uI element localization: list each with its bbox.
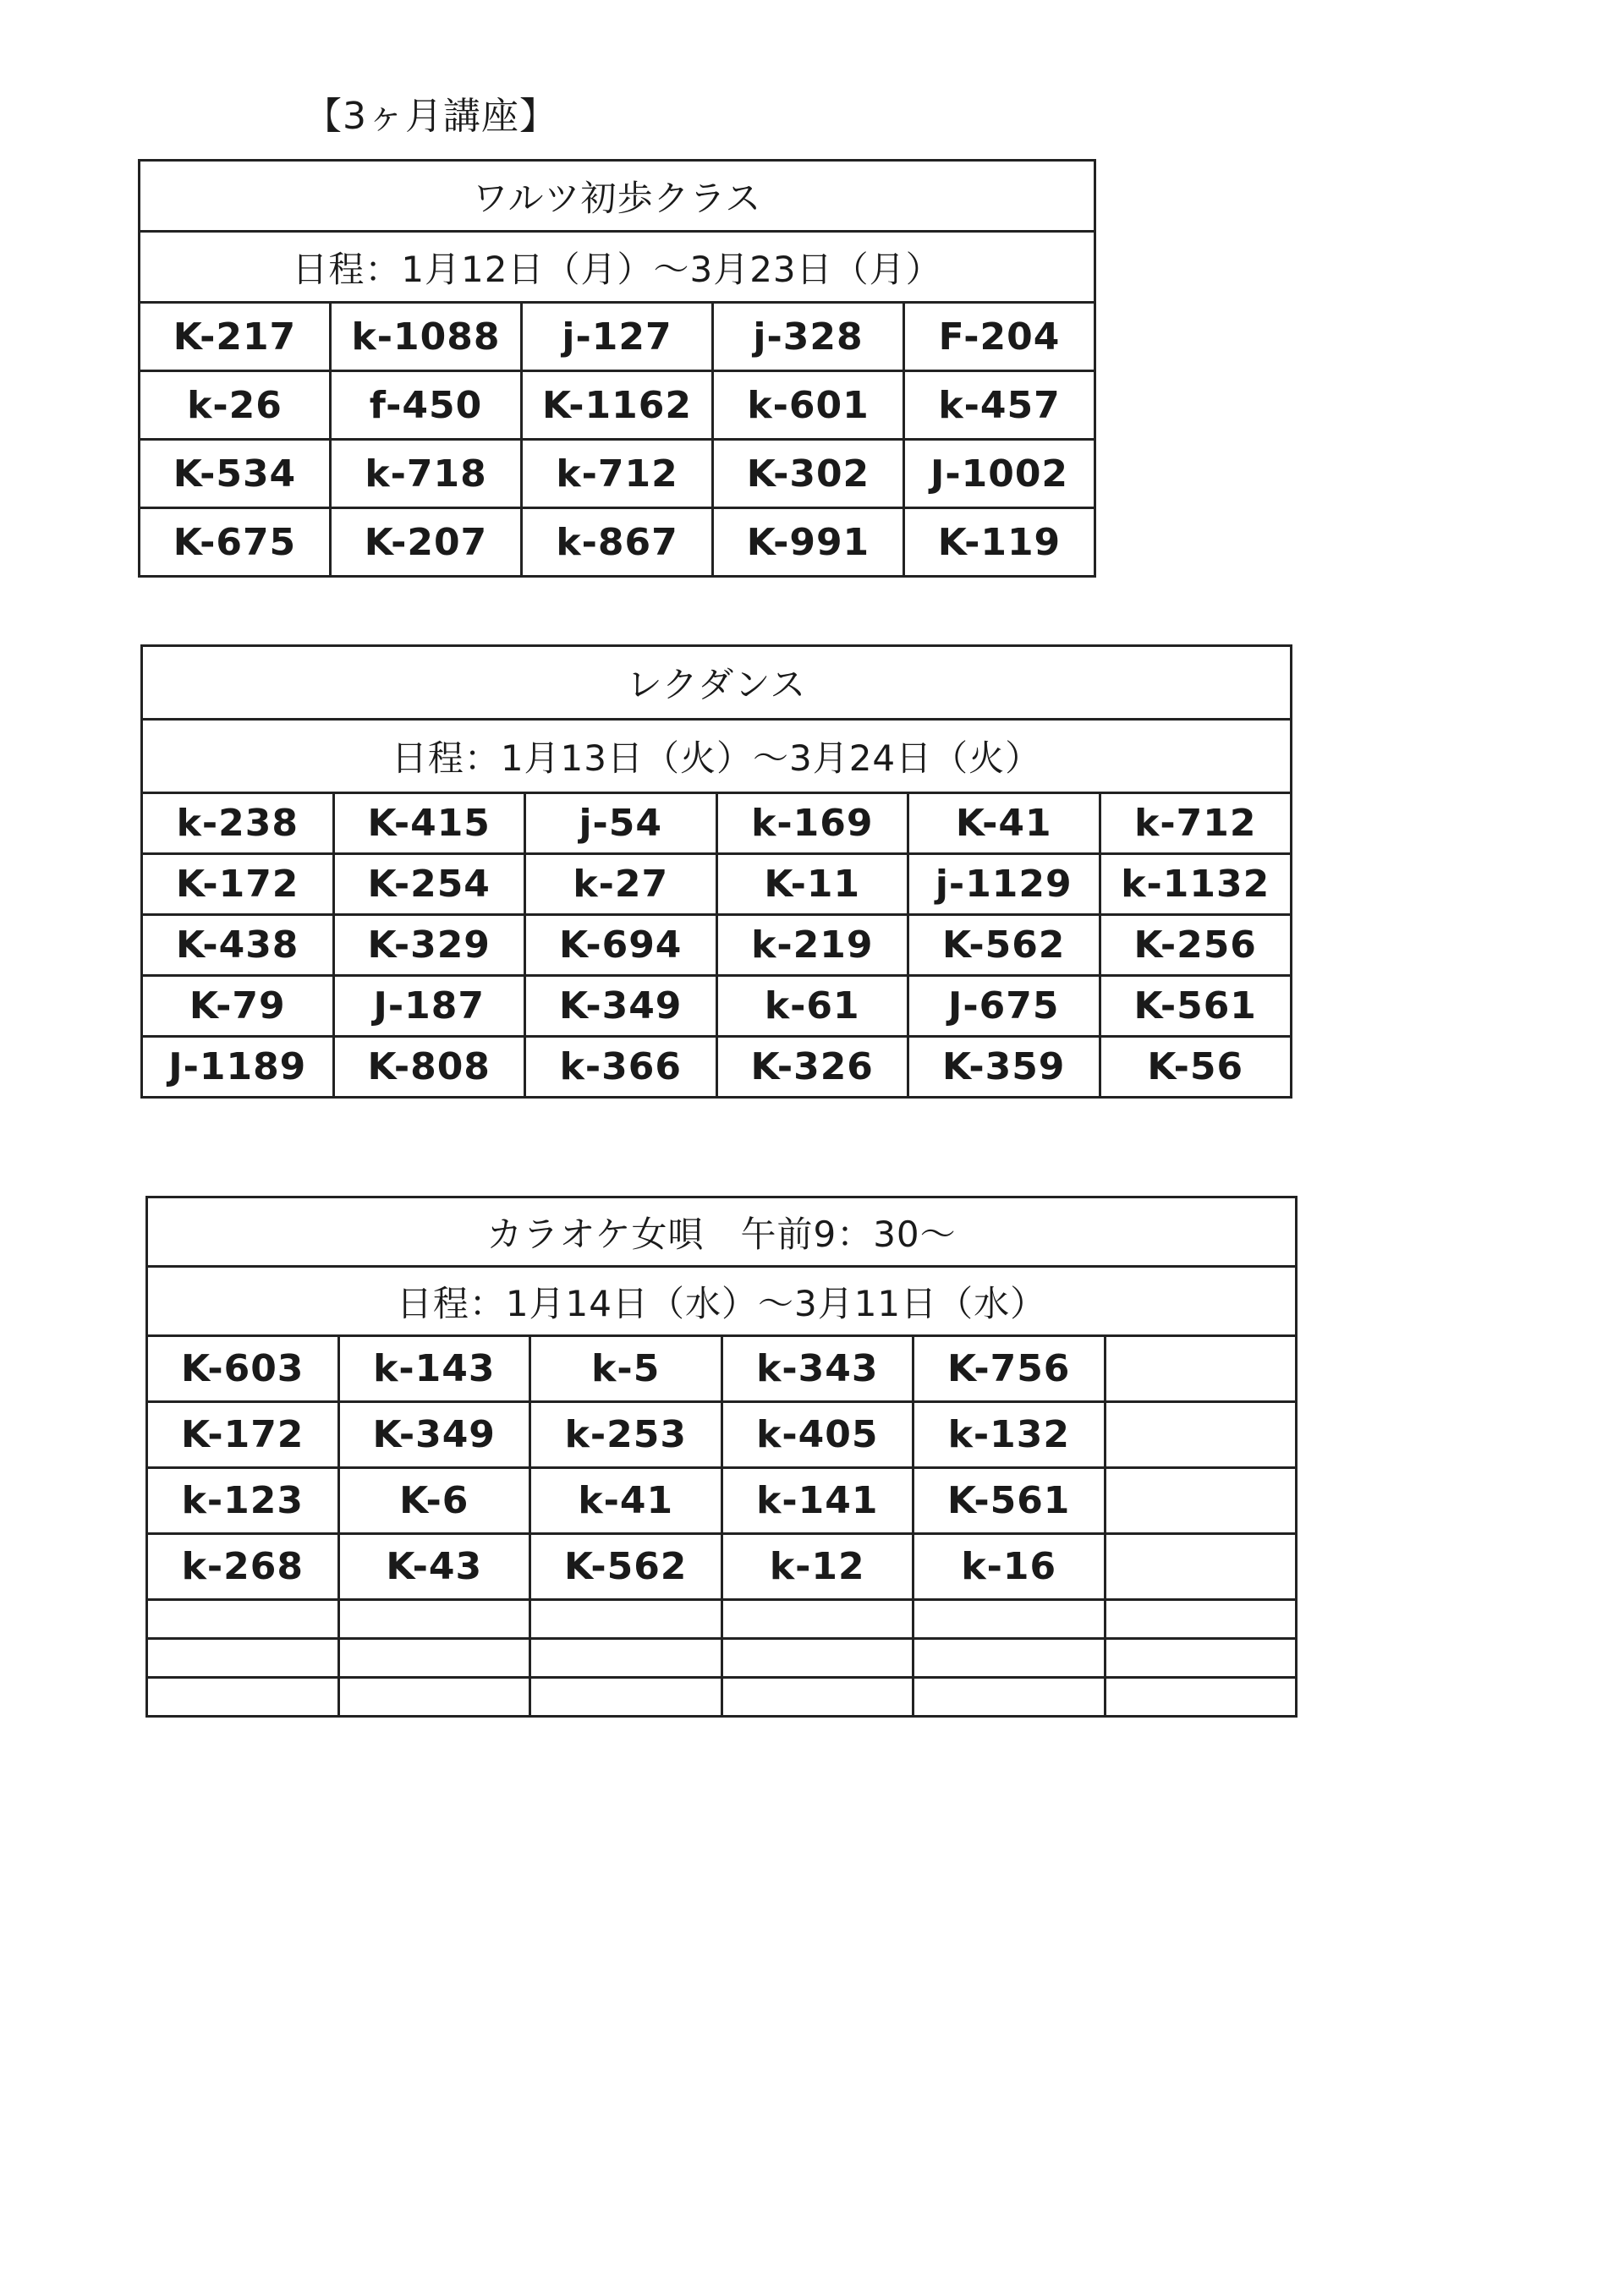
member-code-cell: k-405 (721, 1402, 914, 1468)
member-code-cell: k-12 (721, 1534, 914, 1600)
empty-cell (530, 1678, 722, 1717)
member-code-cell: K-326 (716, 1037, 908, 1098)
member-code-cell: k-5 (530, 1336, 722, 1402)
member-code-cell: J-187 (333, 976, 525, 1037)
member-code-cell: K-561 (914, 1468, 1106, 1534)
blank-row (147, 1639, 1297, 1678)
member-code-cell: f-450 (331, 371, 522, 440)
table-row (147, 1534, 1297, 1600)
member-code-cell: K-172 (147, 1402, 339, 1468)
course-table-rec-dance (140, 644, 1292, 1099)
empty-cell (530, 1600, 722, 1639)
table-row (142, 915, 1292, 976)
member-code-cell: J-1002 (904, 440, 1095, 508)
member-code-cell: k-169 (716, 793, 908, 854)
member-code-cell: K-534 (140, 440, 331, 508)
course-title: カラオケ女唄 午前9：30～ (147, 1197, 1297, 1267)
member-code-cell: k-26 (140, 371, 331, 440)
table-row (140, 303, 1095, 371)
empty-cell (147, 1678, 339, 1717)
member-code-cell: k-718 (331, 440, 522, 508)
member-code-cell: k-41 (530, 1468, 722, 1534)
member-code-cell: k-712 (1100, 793, 1292, 854)
member-code-cell: k-712 (522, 440, 713, 508)
member-code-cell: j-54 (525, 793, 717, 854)
course-table-karaoke (145, 1196, 1298, 1718)
member-code-cell: k-268 (147, 1534, 339, 1600)
member-code-cell: K-561 (1100, 976, 1292, 1037)
member-code-cell: K-119 (904, 508, 1095, 577)
member-code-cell: K-172 (142, 854, 334, 915)
empty-cell (1105, 1402, 1297, 1468)
member-code-cell: k-457 (904, 371, 1095, 440)
member-code-cell: K-256 (1100, 915, 1292, 976)
page-heading: 【3ヶ月講座】 (304, 95, 557, 138)
member-code-cell: K-991 (713, 508, 904, 577)
empty-cell (1105, 1639, 1297, 1678)
empty-cell (914, 1600, 1106, 1639)
member-code-cell: K-438 (142, 915, 334, 976)
member-code-cell: j-328 (713, 303, 904, 371)
course-schedule: 日程：1月12日（月）～3月23日（月） (140, 232, 1095, 303)
member-code-cell: K-808 (333, 1037, 525, 1098)
empty-cell (530, 1639, 722, 1678)
member-code-cell: k-132 (914, 1402, 1106, 1468)
course-title: ワルツ初歩クラス (140, 161, 1095, 232)
member-code-cell: K-349 (525, 976, 717, 1037)
member-code-cell: k-143 (338, 1336, 530, 1402)
member-code-cell: K-1162 (522, 371, 713, 440)
table-row (147, 1336, 1297, 1402)
empty-cell (1105, 1534, 1297, 1600)
table-row (140, 440, 1095, 508)
empty-cell (147, 1600, 339, 1639)
member-code-cell: K-603 (147, 1336, 339, 1402)
blank-row (147, 1600, 1297, 1639)
member-code-cell: k-1088 (331, 303, 522, 371)
member-code-cell: K-415 (333, 793, 525, 854)
table-row (140, 508, 1095, 577)
member-code-cell: K-41 (908, 793, 1100, 854)
empty-cell (914, 1639, 1106, 1678)
member-code-cell: K-562 (530, 1534, 722, 1600)
table-row (142, 1037, 1292, 1098)
table-row (140, 371, 1095, 440)
member-code-cell: j-127 (522, 303, 713, 371)
empty-cell (721, 1639, 914, 1678)
member-code-cell: K-11 (716, 854, 908, 915)
empty-cell (147, 1639, 339, 1678)
member-code-cell: K-329 (333, 915, 525, 976)
member-code-cell: k-867 (522, 508, 713, 577)
course-table-waltz (138, 159, 1096, 578)
course-schedule: 日程：1月13日（火）～3月24日（火） (142, 720, 1292, 793)
empty-cell (338, 1639, 530, 1678)
member-code-cell: K-6 (338, 1468, 530, 1534)
table-row (147, 1468, 1297, 1534)
member-code-cell: k-141 (721, 1468, 914, 1534)
member-code-cell: K-207 (331, 508, 522, 577)
table-row (142, 793, 1292, 854)
empty-cell (1105, 1600, 1297, 1639)
member-code-cell: k-16 (914, 1534, 1106, 1600)
member-code-cell: K-694 (525, 915, 717, 976)
table-row (147, 1402, 1297, 1468)
member-code-cell: k-343 (721, 1336, 914, 1402)
course-schedule: 日程：1月14日（水）～3月11日（水） (147, 1267, 1297, 1336)
member-code-cell: K-302 (713, 440, 904, 508)
member-code-cell: j-1129 (908, 854, 1100, 915)
empty-cell (721, 1600, 914, 1639)
member-code-cell: k-366 (525, 1037, 717, 1098)
member-code-cell: K-756 (914, 1336, 1106, 1402)
member-code-cell: K-56 (1100, 1037, 1292, 1098)
member-code-cell: k-123 (147, 1468, 339, 1534)
member-code-cell: k-238 (142, 793, 334, 854)
member-code-cell: k-253 (530, 1402, 722, 1468)
empty-cell (721, 1678, 914, 1717)
member-code-cell: F-204 (904, 303, 1095, 371)
member-code-cell: k-1132 (1100, 854, 1292, 915)
member-code-cell: k-61 (716, 976, 908, 1037)
member-code-cell: k-27 (525, 854, 717, 915)
member-code-cell: K-675 (140, 508, 331, 577)
member-code-cell: K-349 (338, 1402, 530, 1468)
member-code-cell: K-254 (333, 854, 525, 915)
empty-cell (338, 1678, 530, 1717)
member-code-cell: K-43 (338, 1534, 530, 1600)
member-code-cell: K-217 (140, 303, 331, 371)
member-code-cell: K-562 (908, 915, 1100, 976)
table-row (142, 854, 1292, 915)
member-code-cell: J-1189 (142, 1037, 334, 1098)
member-code-cell: K-359 (908, 1037, 1100, 1098)
table-row (142, 976, 1292, 1037)
empty-cell (914, 1678, 1106, 1717)
empty-cell (1105, 1678, 1297, 1717)
member-code-cell: K-79 (142, 976, 334, 1037)
course-title: レクダンス (142, 646, 1292, 720)
empty-cell (1105, 1336, 1297, 1402)
empty-cell (338, 1600, 530, 1639)
member-code-cell: J-675 (908, 976, 1100, 1037)
empty-cell (1105, 1468, 1297, 1534)
member-code-cell: k-219 (716, 915, 908, 976)
member-code-cell: k-601 (713, 371, 904, 440)
blank-row (147, 1678, 1297, 1717)
